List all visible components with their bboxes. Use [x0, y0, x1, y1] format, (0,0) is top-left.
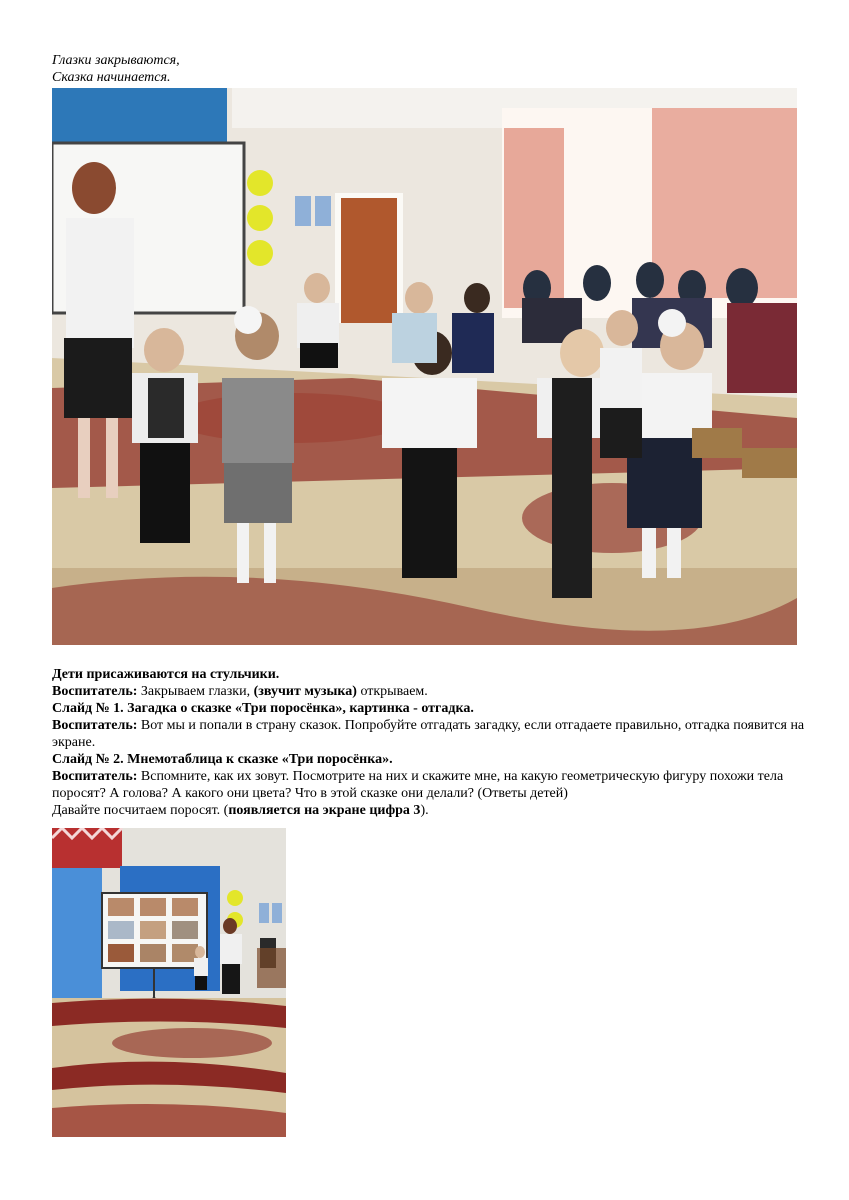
poem-line-2: Сказка начинается.: [52, 70, 171, 85]
count-bold: появляется на экране цифра 3: [228, 803, 421, 818]
poem-line-1: Глазки закрываются,: [52, 53, 180, 68]
paragraph-count-pigs: [52, 802, 812, 819]
classroom-photo: [52, 88, 797, 645]
slide-2-heading: Слайд № 2. Мнемотаблица к сказке «Три поросёнка».: [52, 752, 393, 767]
teacher-label: Воспитатель:: [52, 718, 138, 733]
teacher-label: Воспитатель:: [52, 684, 138, 699]
slide-1-heading: Слайд № 1. Загадка о сказке «Три поросёнка», картинка - отгадка.: [52, 701, 474, 716]
teacher-text-end: открываем.: [356, 684, 428, 699]
teacher-text: Вот мы и попали в страну сказок. Попробуйте отгадать загадку, если отгадаете правильно, отгадка появится на экране.: [52, 718, 805, 750]
teacher-text: Вспомните, как их зовут. Посмотрите на них и скажите мне, на какую геометрическую фигуру похожи тела поросят? А голова? А какого они цвета? Что в этой сказке они делали? (Ответы детей): [52, 769, 784, 801]
teacher-label: Воспитатель:: [52, 769, 138, 784]
paragraph-teacher-2: [52, 717, 812, 751]
lesson-text: [52, 666, 812, 819]
poem: [52, 52, 180, 86]
paragraph-teacher-1: [52, 683, 812, 700]
teacher-text: Закрываем глазки,: [137, 684, 254, 699]
count-text-end: ).: [420, 803, 429, 818]
projector-photo: [52, 828, 286, 1137]
paragraph-children-sit: Дети присаживаются на стульчики.: [52, 667, 280, 682]
paragraph-teacher-3: [52, 768, 812, 802]
music-note: (звучит музыка): [253, 684, 357, 699]
count-text: Давайте посчитаем поросят. (: [52, 803, 229, 818]
